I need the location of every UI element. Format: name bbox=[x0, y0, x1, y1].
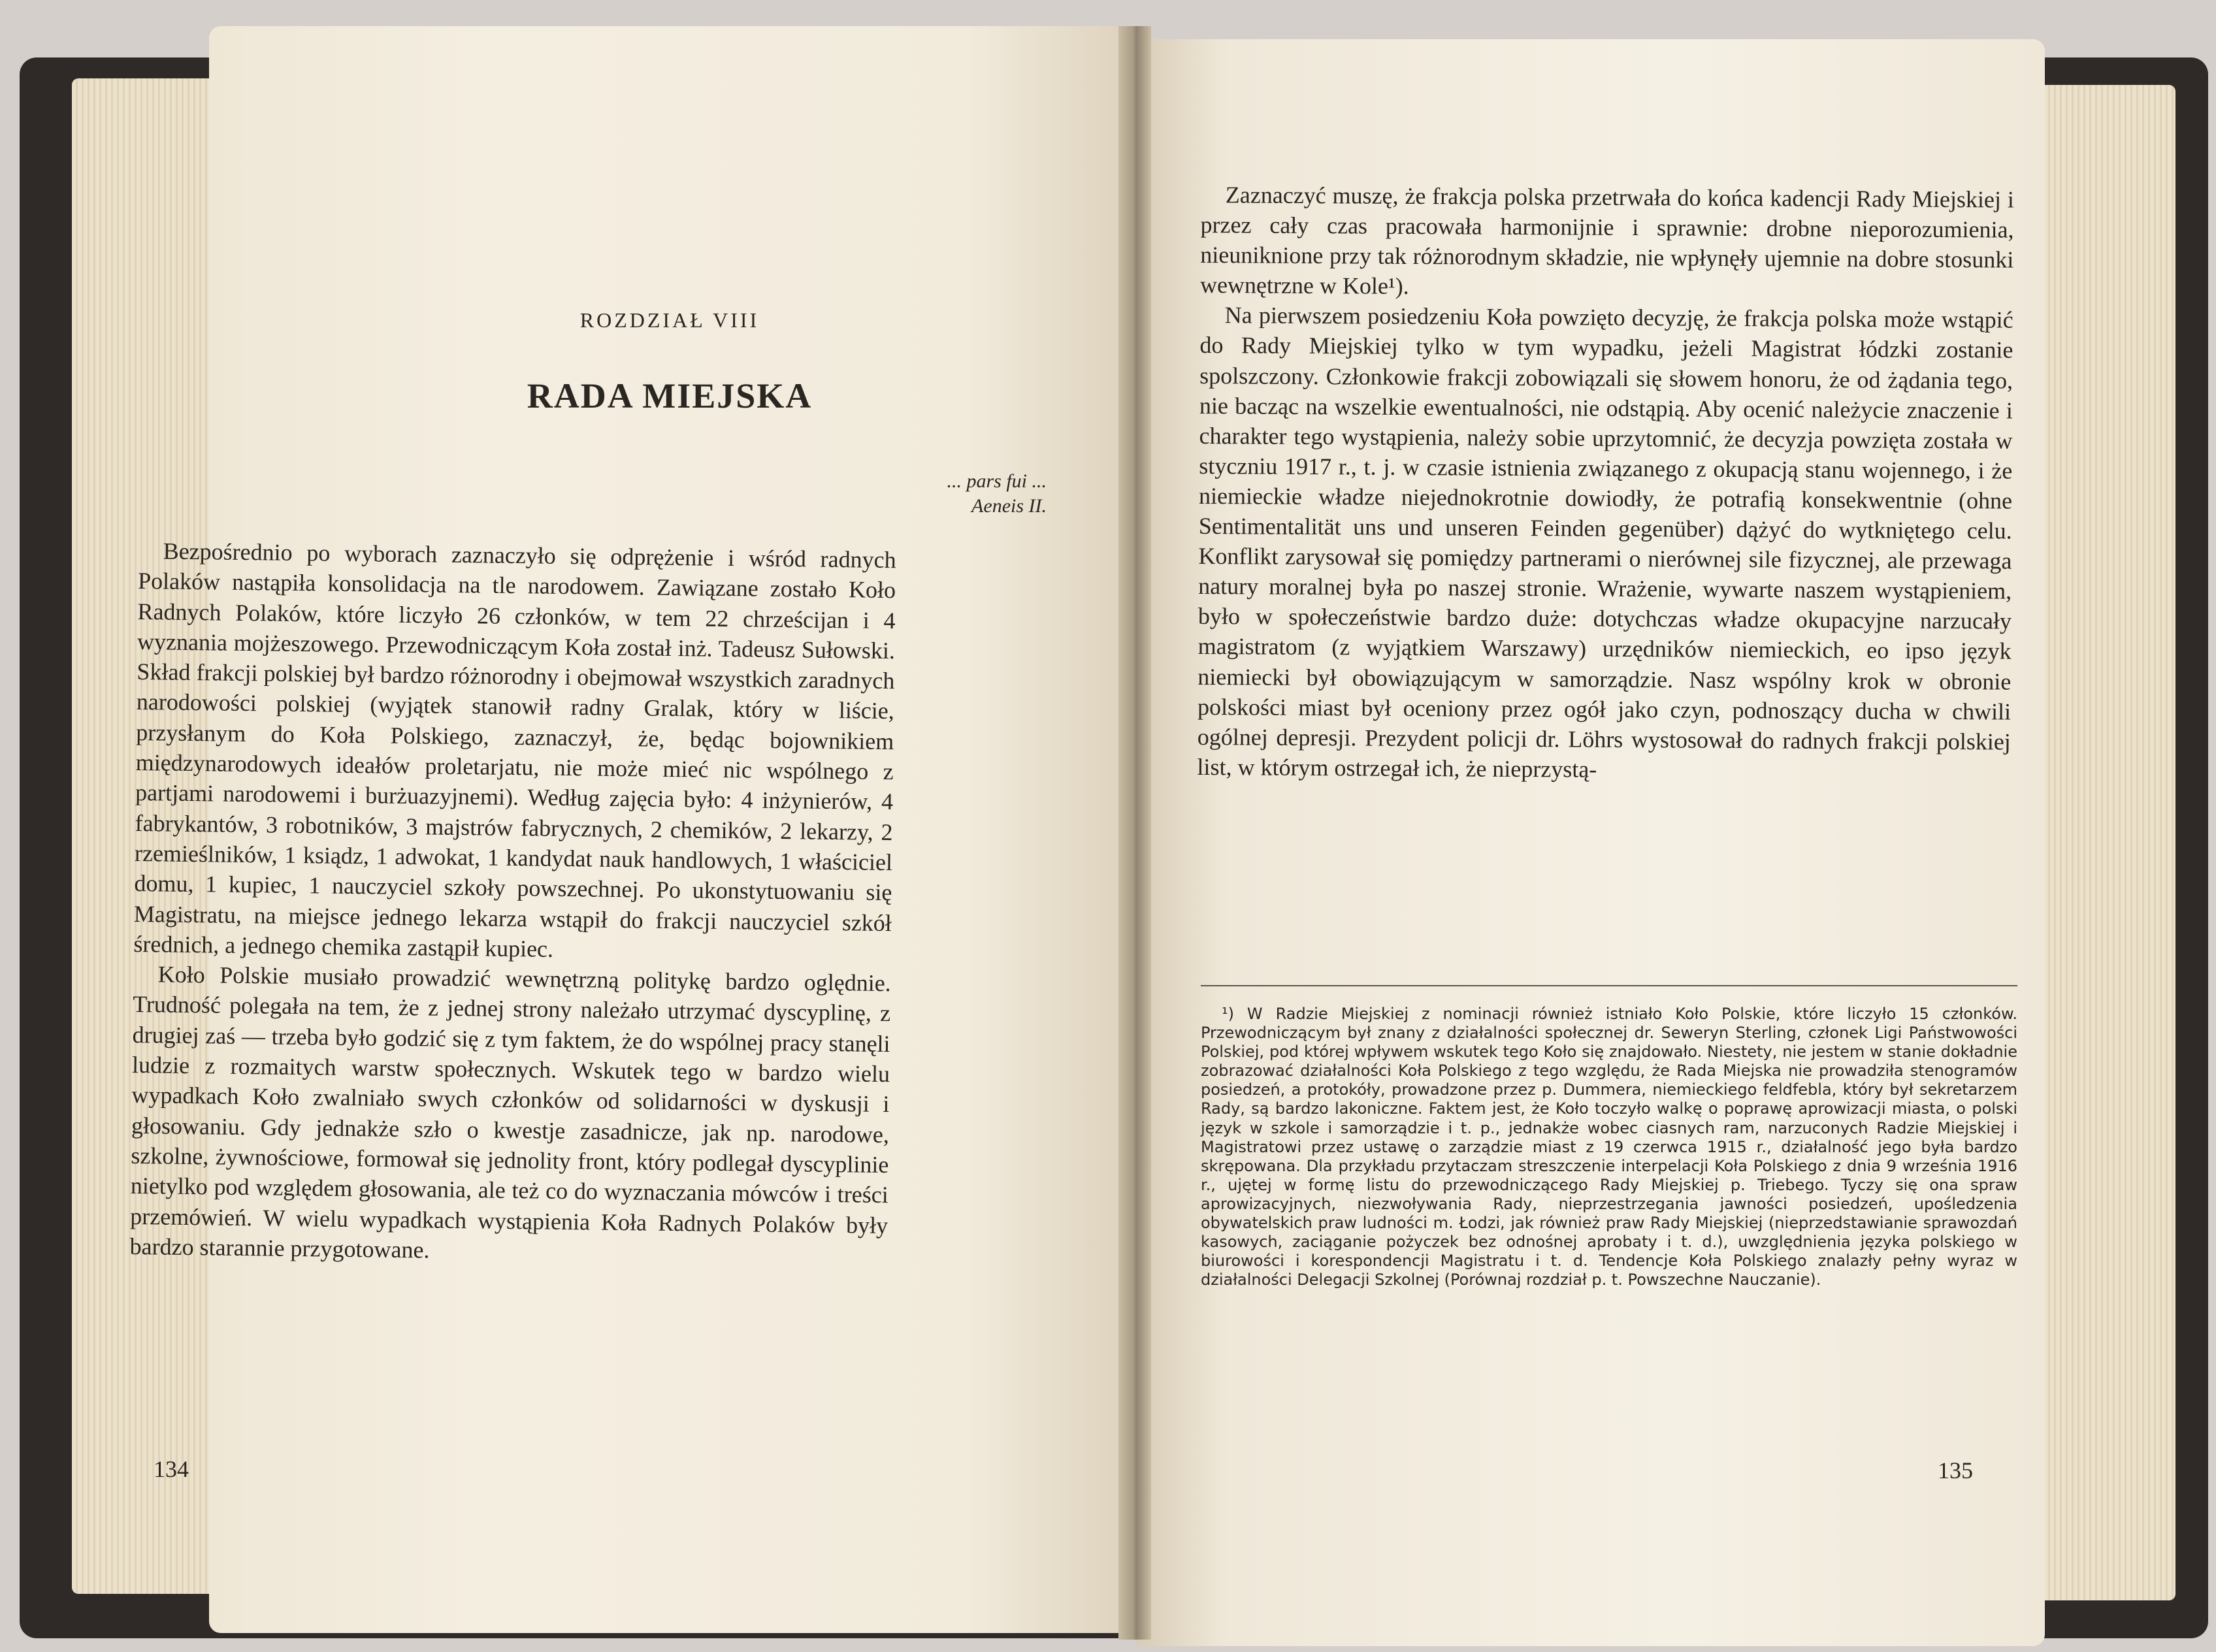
right-page bbox=[1137, 39, 2045, 1646]
epigraph bbox=[947, 469, 1047, 519]
page-number: 135 bbox=[1938, 1457, 1973, 1483]
paragraph: Bezpośrednio po wyborach zaznaczyło się odprężenie i wśród radnych Polaków nastąpiła konsolidacja na tle narodowem. Zawiązane zostało Koło Radnych Polaków, które liczyło 26 członków, w tem 22 chrześcijan i 4 wyznania mojżeszowego. Przewodniczącym Koła został inż. Tadeusz Sułowski. Skład frakcji polskiej był bardzo różnorodny i obejmował wszystkich zaradnych narodowości polskiej (wyjątek stanowił radny Gralak, który w liście, przysłanym do Koła Polskiego, zaznaczył, że, będąc bojownikiem międzynarodowych ideałów proletarjatu, nie może mieć nic wspólnego z partjami narodowemi i burżuazyjnemi). Według zajęcia było: 4 inżynierów, 4 fabrykantów, 3 robotników, 3 majstrów fabrycznych, 2 chemików, 2 lekarzy, 2 rzemieślników, 1 ksiądz, 1 adwokat, 1 kandydat nauk handlowych, 1 właściciel domu, 1 kupiec, 1 nauczyciel szkoły powszechnej. Po ukonstytuowaniu się Magistratu, na miejsce jednego lekarza wstąpił do frakcji nauczyciel szkół średnich, a jednego chemika zastąpił kupiec. bbox=[133, 538, 896, 962]
epigraph-line-1: ... pars fui ... bbox=[947, 470, 1047, 492]
page-number: 134 bbox=[154, 1456, 189, 1482]
epigraph-line-2: Aeneis II. bbox=[971, 495, 1047, 517]
left-body-text bbox=[129, 536, 896, 1271]
left-page bbox=[129, 26, 1130, 1633]
right-body-text bbox=[1197, 180, 2014, 786]
paragraph: Na pierwszem posiedzeniu Koła powzięto decyzję, że frakcja polska może wstąpić do Rady Miejskiej tylko w tym wypadku, jeżeli Magistrat łódzki zostanie spolszczony. Członkowie frakcji zobowiązali się słowem honoru, że od żądania tego, nie bacząc na wszelkie ewentualności, nie odstąpią. Aby ocenić należycie znaczenie i charakter tego wystąpienia, należy sobie uprzytomnić, że decyzja powzięta została w styczniu 1917 r., t. j. w czasie istnienia związanego z okupacją stanu wojennego, i że niemieckie władze niejednokrotnie dowiodły, że potrafią konsekwentnie (ohne Sentimentalität uns und unseren Feinden gegenüber) dążyć do wytkniętego celu. Konflikt zarysował się pomiędzy partnerami o nierównej sile fizycznej, ale przewaga natury moralnej była po naszej stronie. Wrażenie, wywarte naszem wystąpieniem, było w społeczeństwie bardzo duże: dotychczas władze okupacyjne narzucały magistratom (z wyjątkiem Warszawy) urzędników niemieckich, eo ipso język niemiecki był obowiązującym w samorządzie. Nasz wspólny krok w obronie polskości miast był oceniony przez ogół jako czyn, podnoszący ducha w chwili ogólnej depresji. Prezydent policji dr. Löhrs wystosował do radnych frakcji polskiej list, w którym ostrzegał ich, że nieprzystą- bbox=[1197, 302, 2013, 783]
book-gutter bbox=[1118, 26, 1151, 1640]
footnote-divider bbox=[1201, 985, 2017, 986]
paragraph: Koło Polskie musiało prowadzić wewnętrzną politykę bardzo oględnie. Trudność polegała na tem, że z jednej strony należało utrzymać dyscyplinę, z drugiej zaś — trzeba było godzić się z tym faktem, że do wspólnej pracy stanęli ludzie z rozmaitych warstw społecznych. Wskutek tego w bardzo wielu wypadkach Koło zwalniało swych członków od solidarności w dyskusji i głosowaniu. Gdy jednakże szło o kwestje zasadnicze, jak np. narodowe, szkolne, żywnościowe, formował się jednolity front, który podlegał dyscyplinie nietylko pod względem głosowania, ale też co do wyznaczania mówców i treści przemówień. W wielu wypadkach wystąpienia Koła Radnych Polaków były bardzo starannie przygotowane. bbox=[129, 961, 891, 1263]
chapter-heading: ROZDZIAŁ VIII bbox=[579, 308, 760, 332]
chapter-title: RADA MIEJSKA bbox=[527, 376, 813, 415]
footnote: ¹) W Radzie Miejskiej z nominacji również istniało Koło Polskie, które liczyło 15 członków. Przewodniczącym był znany z działalności społecznej dr. Seweryn Sterling, członek Ligi Państwowości Polskiej, pod której wpływem wskutek tego Koło się znajdowało. Niestety, nie jestem w stanie dokładnie zobrazować działalności Koła Polskiego z tego względu, że Rada Miejska nie prowadziła stenogramów posiedzeń, a protokóły, prowadzone przez p. Dummera, niemieckiego feldfebla, który był sekretarzem Rady, są bardzo lakoniczne. Faktem jest, że Koło toczyło walkę o poprawę aprowizacji miasta, o polski język w szkole i samorządzie i t. p., jednakże wobec ciasnych ram, narzuconych Radzie Miejskiej i Magistratowi przez ustawę o zarządzie miast z 19 czerwca 1915 r., działalność jego była bardzo skrępowana. Dla przykładu przytaczam streszczenie interpelacji Koła Polskiego z dnia 9 września 1916 r., ujętej w formę listu do przewodniczącego Rady Miejskiej p. Triebego. Tyczy się ona spraw aprowizacyjnych, niezwoływania Rady, nieprzestrzegania jawności posiedzeń, upośledzenia obywatelskich praw ludności m. Łodzi, jak również praw Rady Miejskiej (nieprzedstawianie sprawozdań kasowych, zaciąganie pożyczek bez odnośnej aprobaty i t. d.), uwzględnienia języka polskiego w biurowości i korespondencji Magistratu i t. d. Tendencje Koła Polskiego znalazły pełny wyraz w działalności Delegacji Szkolnej (Porównaj rozdział p. t. Powszechne Nauczanie). bbox=[1201, 1005, 2017, 1289]
paragraph: Zaznaczyć muszę, że frakcja polska przetrwała do końca kadencji Rady Miejskiej i przez cały czas pracowała harmonijnie i sprawnie: drobne nieporozumienia, nieuniknione przy tak różnorodnym składzie, nie wpłynęły ujemnie na dobre stosunki wewnętrzne w Kole¹). bbox=[1199, 182, 2014, 300]
